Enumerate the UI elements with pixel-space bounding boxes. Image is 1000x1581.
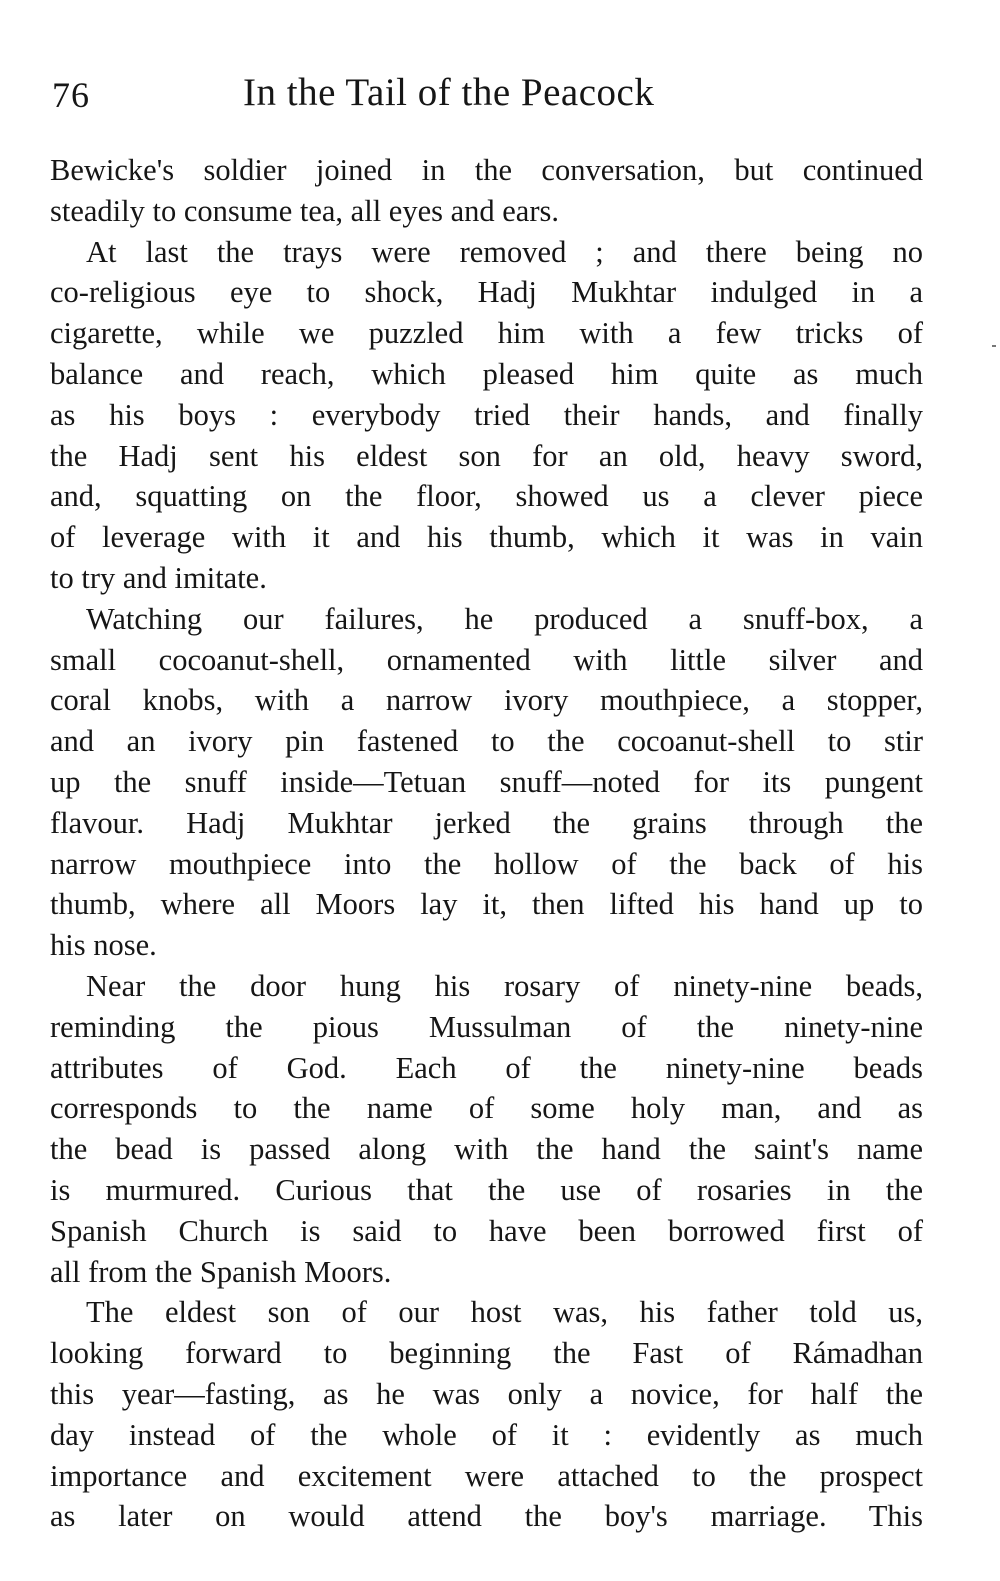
text-line: corresponds to the name of some holy man, and as (50, 1091, 923, 1126)
text-line: the Hadj sent his eldest son for an old, heavy sword, (50, 438, 923, 473)
text-line: is murmured. Curious that the use of rosaries in the (50, 1172, 923, 1207)
body-text (50, 150, 923, 1537)
text-line: steadily to consume tea, all eyes and ears. (50, 193, 559, 228)
text-line: up the snuff inside—Tetuan snuff—noted for its pungent (50, 764, 923, 799)
text-line: and, squatting on the floor, showed us a clever piece (50, 479, 923, 514)
text-line: flavour. Hadj Mukhtar jerked the grains through the (50, 805, 923, 840)
text-line: balance and reach, which pleased him quite as much (50, 356, 923, 391)
text-line: the bead is passed along with the hand the saint's name (50, 1132, 923, 1167)
text-line: this year—fasting, as he was only a novice, for half the (50, 1376, 923, 1411)
text-line: reminding the pious Mussulman of the ninety-nine (50, 1009, 923, 1044)
paragraph-2 (50, 232, 923, 599)
text-line: thumb, where all Moors lay it, then lifted his hand up to (50, 887, 923, 922)
text-line: small cocoanut-shell, ornamented with little silver and (50, 642, 923, 677)
text-line: as his boys : everybody tried their hands, and finally (50, 397, 923, 432)
paragraph-1 (50, 150, 923, 232)
scan-mark (992, 345, 996, 347)
text-line: looking forward to beginning the Fast of Rámadhan (50, 1336, 923, 1371)
paragraph-4 (50, 966, 923, 1292)
text-line: At last the trays were removed ; and there being no (86, 234, 923, 269)
text-line: narrow mouthpiece into the hollow of the back of his (50, 846, 923, 881)
text-line: to try and imitate. (50, 560, 267, 595)
text-line: cigarette, while we puzzled him with a few tricks of (50, 316, 923, 351)
text-line: as later on would attend the boy's marriage. This (50, 1499, 923, 1534)
text-line: co-religious eye to shock, Hadj Mukhtar indulged in a (50, 275, 923, 310)
text-line: Spanish Church is said to have been borrowed first of (50, 1213, 923, 1248)
text-line: Near the door hung his rosary of ninety-nine beads, (86, 968, 923, 1003)
text-line: of leverage with it and his thumb, which it was in vain (50, 520, 923, 555)
text-line: Watching our failures, he produced a snuff-box, a (86, 601, 923, 636)
page-number: 76 (52, 75, 90, 115)
text-line: day instead of the whole of it : evidently as much (50, 1417, 923, 1452)
running-head (52, 66, 924, 126)
paragraph-3 (50, 599, 923, 966)
text-line: and an ivory pin fastened to the cocoanut-shell to stir (50, 724, 923, 759)
text-line: his nose. (50, 928, 157, 963)
text-line: Bewicke's soldier joined in the conversation, but continued (50, 153, 923, 187)
paragraph-5 (50, 1292, 923, 1537)
text-line: all from the Spanish Moors. (50, 1254, 392, 1289)
text-line: The eldest son of our host was, his father told us, (86, 1295, 923, 1330)
text-line: importance and excitement were attached to the prospect (50, 1458, 923, 1493)
running-title: In the Tail of the Peacock (243, 71, 655, 114)
text-line: attributes of God. Each of the ninety-nine beads (50, 1050, 923, 1085)
text-line: coral knobs, with a narrow ivory mouthpiece, a stopper, (50, 683, 923, 718)
